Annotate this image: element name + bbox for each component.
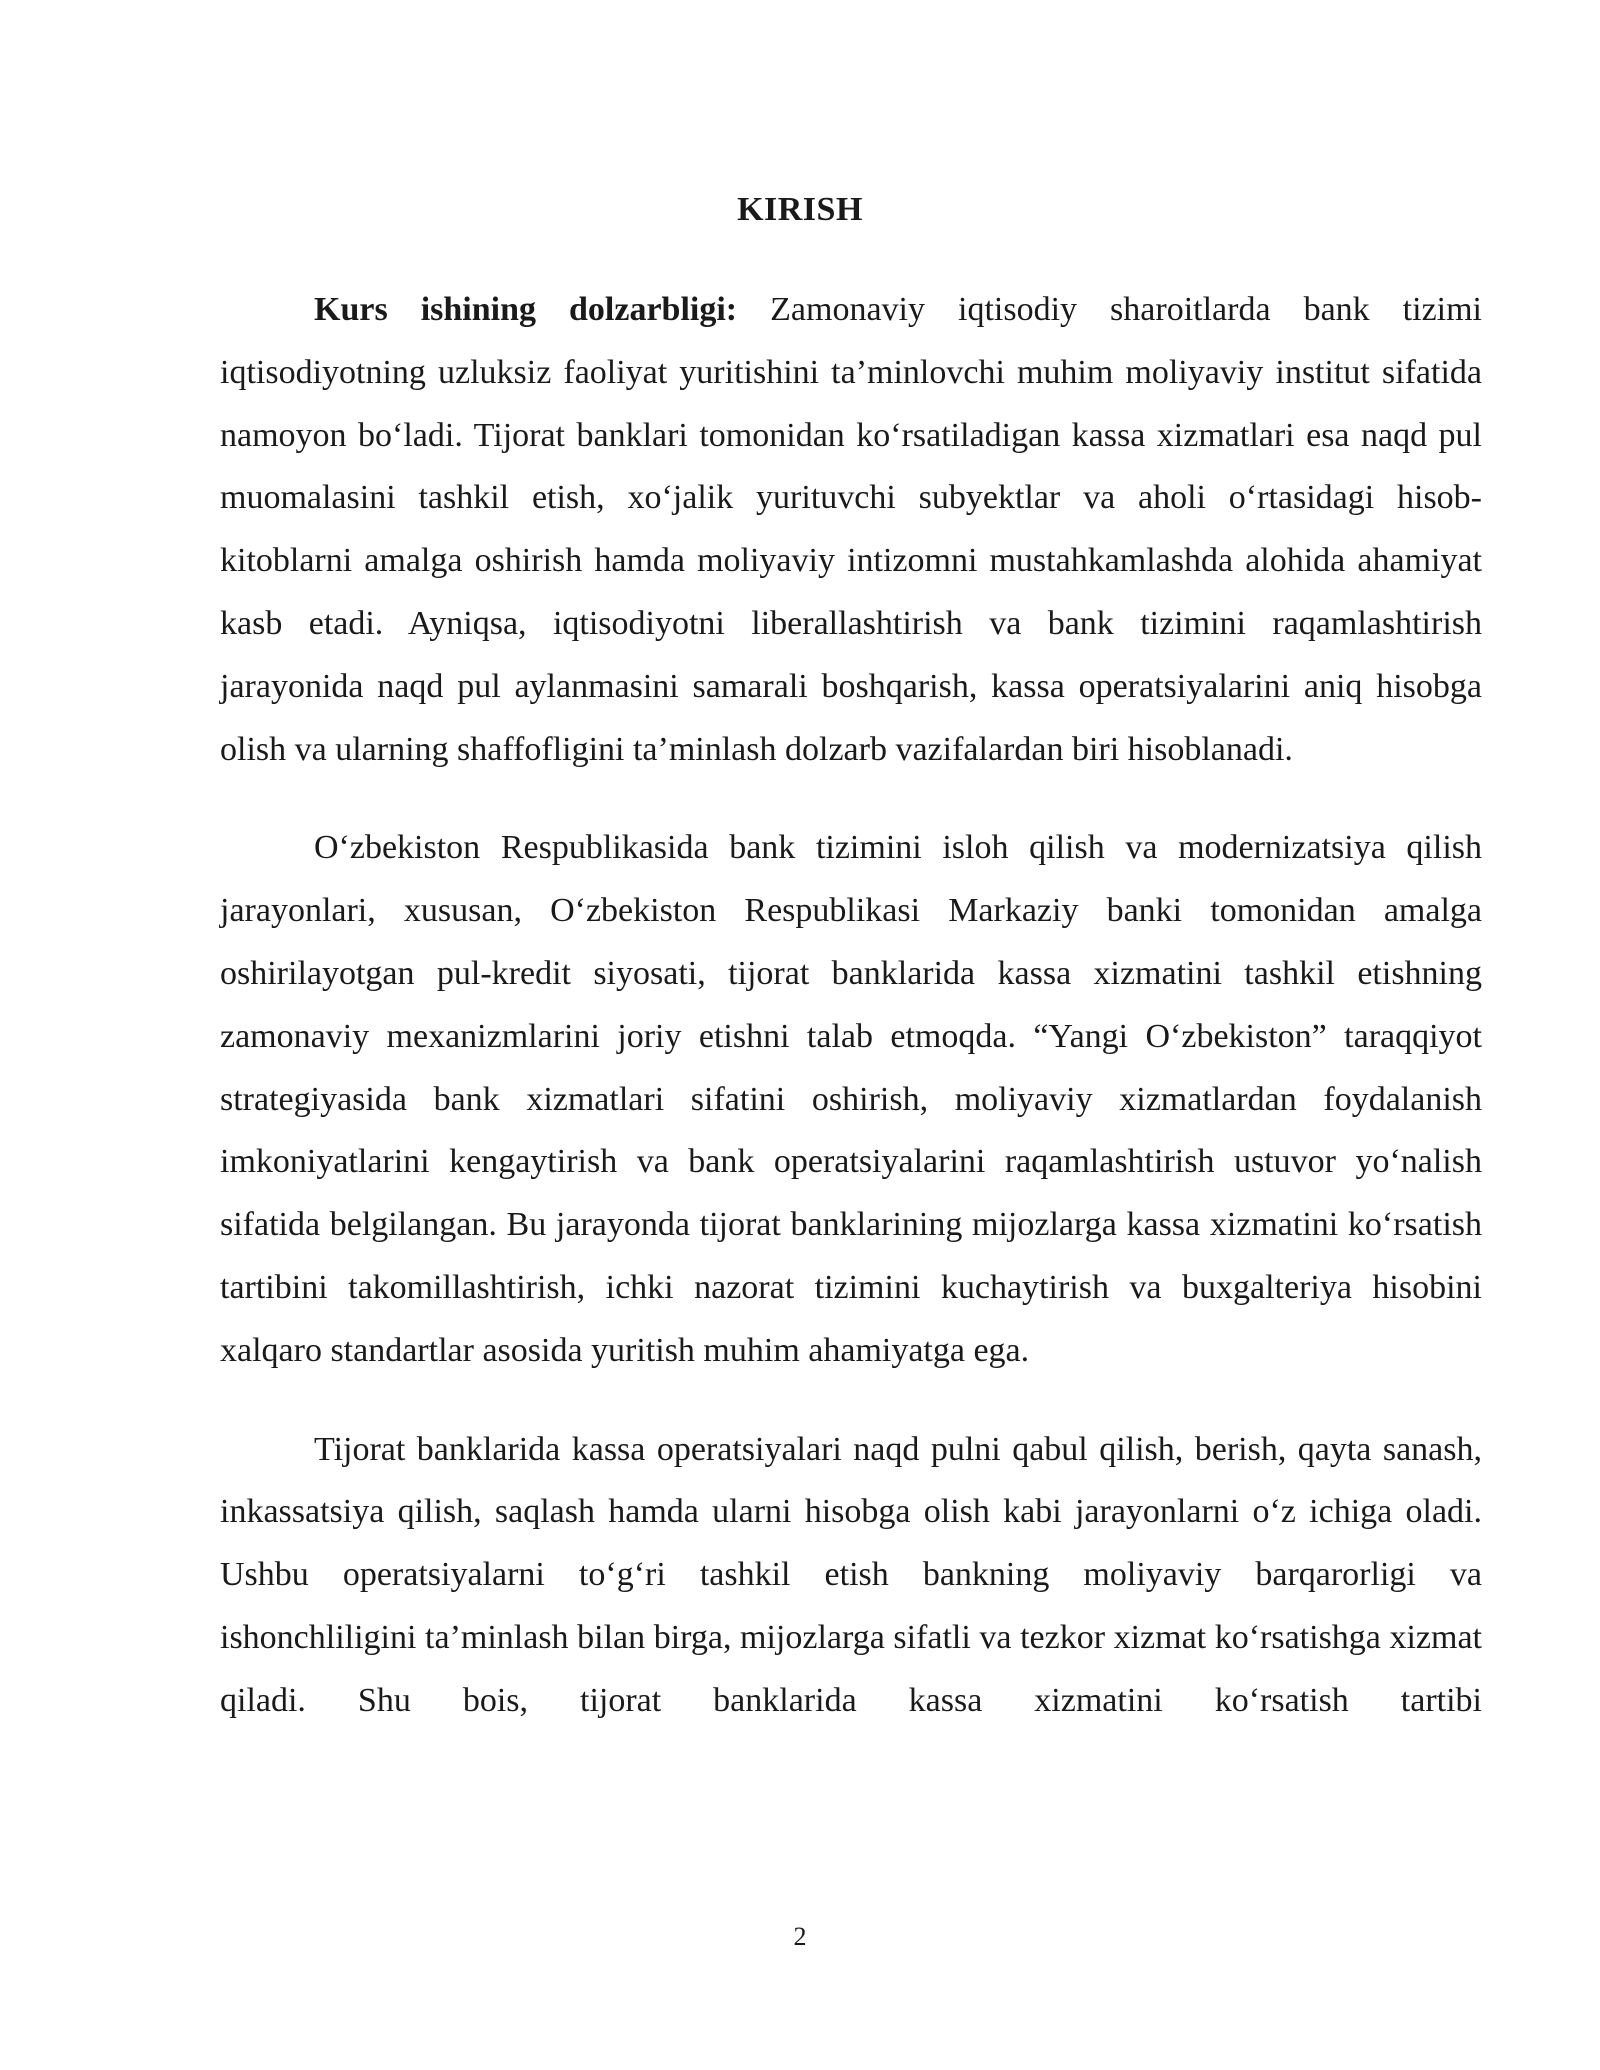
section-heading: KIRISH — [737, 191, 863, 228]
paragraph-reforms — [220, 817, 1482, 1382]
paragraph-relevance — [220, 279, 1482, 781]
body-text — [220, 279, 1482, 1733]
paragraph-text: Tijorat banklarida kassa operatsiyalari naqd pulni qabul qilish, berish, qayta sanash, inkassatsiya qilish, saqlash hamda ularni hisobga olish kabi jarayonlarni o‘z ichiga oladi. Ushbu operatsiyalarni to‘g‘ri tashkil etish bankning moliyaviy barqarorligi va ishonchliligini ta’minlash bilan birga, mijozlarga sifatli va tezkor xizmat ko‘rsatishga xizmat qiladi. Shu bois, tijorat banklarida kassa xizmatini ko‘rsatish tartibi — [220, 1430, 1482, 1719]
paragraph-text: O‘zbekiston Respublikasida bank tizimini isloh qilish va modernizatsiya qilish jarayonlari, xususan, O‘zbekiston Respublikasi Markaziy banki tomonidan amalga oshirilayotgan pul-kredit siyosati, tijorat banklarida kassa xizmatini tashkil etishning zamonaviy mexanizmlarini joriy etishni talab etmoqda. “Yangi O‘zbekiston” taraqqiyot strategiyasida bank xizmatlari sifatini oshirish, moliyaviy xizmatlardan foydalanish imkoniyatlarini kengaytirish va bank operatsiyalarini raqamlashtirish ustuvor yo‘nalish sifatida belgilangan. Bu jarayonda tijorat banklarining mijozlarga kassa xizmatini ko‘rsatish tartibini takomillashtirish, ichki nazorat tizimini kuchaytirish va buxgalteriya hisobini xalqaro standartlar asosida yuritish muhim ahamiyatga ega. — [220, 829, 1482, 1369]
paragraph-text: Zamonaviy iqtisodiy sharoitlarda bank tizimi iqtisodiyotning uzluksiz faoliyat yuritishini ta’minlovchi muhim moliyaviy institut sifatida namoyon bo‘ladi. Tijorat banklari tomonidan ko‘rsatiladigan kassa xizmatlari esa naqd pul muomalasini tashkil etish, xo‘jalik yurituvchi subyektlar va aholi o‘rtasidagi hisob-kitoblarni amalga oshirish hamda moliyaviy intizomni mustahkamlashda alohida ahamiyat kasb etadi. Ayniqsa, iqtisodiyotni liberallashtirish va bank tizimini raqamlashtirish jarayonida naqd pul aylanmasini samarali boshqarish, kassa operatsiyalarini aniq hisobga olish va ularning shaffofligini ta’minlash dolzarb vazifalardan biri hisoblanadi. — [220, 291, 1482, 768]
page-number: 2 — [793, 1922, 807, 1951]
paragraph-cash-operations — [220, 1419, 1482, 1733]
paragraph-lead: Kurs ishining dolzarbligi: — [314, 291, 738, 328]
